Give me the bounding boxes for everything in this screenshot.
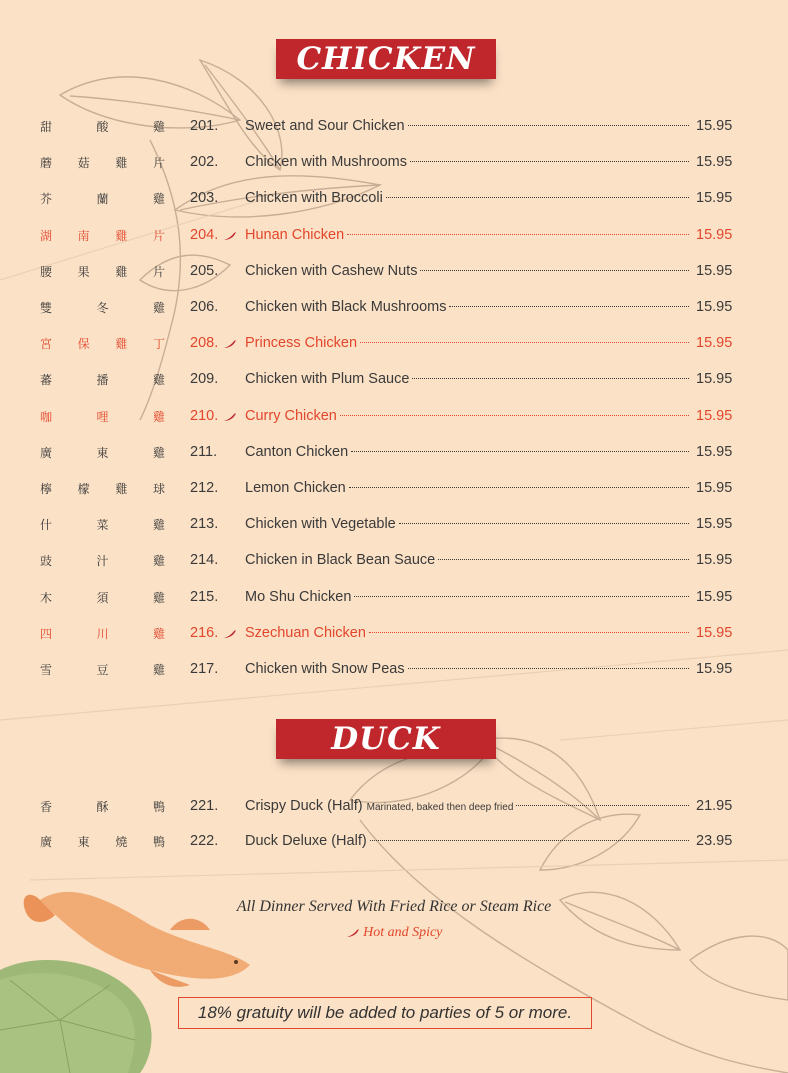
menu-item [0, 833, 788, 857]
menu-item-number: 214. [190, 552, 219, 569]
menu-item-price: 21.95 [696, 798, 733, 814]
chinese-character: 丁 [152, 337, 165, 352]
menu-item-name-text: Chicken with Vegetable [245, 516, 396, 533]
menu-item [0, 625, 788, 649]
dot-leader [438, 559, 689, 560]
menu-item-chinese-name [40, 299, 165, 316]
chili-pepper-icon [346, 928, 360, 938]
chinese-character: 酸 [96, 120, 109, 134]
menu-item-number: 205. [190, 262, 219, 279]
menu-item-name [245, 625, 692, 641]
menu-item-chinese-name [40, 335, 165, 352]
section-title: DUCK [331, 721, 441, 757]
chinese-character: 東 [96, 445, 109, 460]
menu-item-chinese-name [40, 625, 165, 642]
chinese-character: 豆 [96, 663, 109, 677]
menu-item [0, 552, 788, 576]
chinese-character: 冬 [96, 301, 109, 315]
dot-leader [349, 487, 689, 488]
menu-item-number: 222. [190, 833, 219, 849]
menu-item-chinese-name [40, 408, 165, 425]
menu-item-number: 216. [190, 624, 219, 641]
chinese-character: 蕃 [40, 373, 53, 388]
menu-item-price: 23.95 [696, 833, 733, 849]
menu-item-name [245, 798, 692, 814]
chinese-character: 廣 [40, 445, 53, 460]
chinese-character: 南 [77, 228, 90, 243]
section-banner-duck [276, 719, 496, 759]
menu-item [0, 661, 788, 685]
chinese-character: 酥 [96, 800, 109, 814]
menu-item-chinese-name [40, 263, 165, 280]
menu-item-name [245, 444, 692, 460]
menu-item-name [245, 833, 692, 849]
menu-item-name-text: Chicken with Mushrooms [245, 154, 407, 171]
menu-item-chinese-name [40, 589, 165, 606]
menu-item-name-text: Hunan Chicken [245, 226, 345, 243]
menu-item-number: 212. [190, 480, 219, 496]
menu-item-number: 202. [190, 154, 219, 171]
leaf-right-stem [360, 820, 788, 1073]
menu-item-name [245, 118, 692, 134]
menu-item-number: 206. [190, 299, 219, 315]
menu-item-name-text: Duck Deluxe (Half) [245, 833, 367, 849]
menu-item-number: 215. [190, 588, 219, 605]
chinese-character: 雞 [152, 373, 165, 388]
chinese-character: 什 [40, 518, 53, 533]
chinese-character: 東 [77, 835, 90, 849]
dot-leader [420, 270, 689, 271]
menu-item-name-text: Chicken with Cashew Nuts [245, 262, 418, 279]
chinese-character: 川 [96, 626, 109, 641]
menu-item-name-text: Canton Chicken [245, 443, 349, 460]
chinese-character: 雞 [152, 192, 165, 207]
chili-pepper-icon [223, 629, 237, 639]
dot-leader [408, 668, 689, 669]
menu-item-note: Marinated, baked then deep fried [366, 802, 514, 813]
menu-item-name-text: Crispy Duck (Half) [245, 798, 363, 814]
menu-item-price: 15.95 [696, 407, 733, 424]
menu-item-name-text: Princess Chicken [245, 335, 358, 352]
section-title: CHICKEN [296, 41, 476, 77]
menu-item-name [245, 552, 692, 568]
menu-item-price: 15.95 [696, 226, 733, 243]
menu-item-chinese-name [40, 480, 165, 497]
menu-item [0, 299, 788, 323]
chinese-character: 球 [152, 482, 165, 496]
chili-pepper-icon [223, 412, 237, 422]
menu-item-chinese-name [40, 154, 165, 171]
chinese-character: 香 [40, 800, 53, 814]
chinese-character: 雞 [152, 445, 165, 460]
hot-spicy-legend: Hot and Spicy [0, 925, 788, 941]
chinese-character: 播 [96, 373, 109, 388]
dot-leader [369, 632, 689, 633]
menu-item-price: 15.95 [696, 480, 733, 496]
chinese-character: 廣 [40, 835, 53, 849]
menu-item [0, 798, 788, 822]
chinese-character: 片 [152, 264, 165, 279]
menu-item-name-text: Chicken with Plum Sauce [245, 371, 410, 388]
menu-item-name-text: Szechuan Chicken [245, 624, 366, 641]
menu-item [0, 516, 788, 540]
chinese-character: 雞 [152, 626, 165, 641]
menu-item [0, 154, 788, 178]
chinese-character: 鴨 [152, 800, 165, 814]
menu-item-number: 210. [190, 407, 219, 424]
dot-leader [399, 523, 689, 524]
menu-item-name [245, 589, 692, 605]
menu-item-price: 15.95 [696, 443, 733, 460]
menu-item-name-text: Lemon Chicken [245, 480, 346, 496]
menu-item-name [245, 190, 692, 206]
chili-pepper-icon [223, 231, 237, 241]
dot-leader [386, 197, 689, 198]
menu-item-name-text: Chicken in Black Bean Sauce [245, 552, 436, 569]
menu-item-number: 211. [190, 443, 218, 460]
dot-leader [449, 306, 689, 307]
dot-leader [354, 596, 689, 597]
menu-item-chinese-name [40, 118, 165, 135]
menu-item-chinese-name [40, 444, 165, 461]
chinese-character: 片 [152, 228, 165, 243]
menu-item [0, 263, 788, 287]
menu-item-price: 15.95 [696, 624, 733, 641]
chinese-character: 雞 [152, 663, 165, 677]
gratuity-notice: 18% gratuity will be added to parties of 5 or more. [178, 997, 592, 1029]
chili-pepper-icon [223, 339, 237, 349]
menu-item-number: 213. [190, 516, 219, 533]
menu-item-number: 204. [190, 226, 219, 243]
lotus-leaf-illustration [0, 960, 152, 1073]
menu-item-number: 217. [190, 661, 219, 677]
chinese-character: 雞 [152, 554, 165, 569]
menu-item-name [245, 480, 692, 496]
dot-leader [412, 378, 689, 379]
chinese-character: 雞 [115, 228, 128, 243]
chinese-character: 燒 [115, 835, 128, 849]
dot-leader [360, 342, 689, 343]
chinese-character: 甜 [40, 120, 53, 134]
chinese-character: 雞 [115, 264, 128, 279]
chinese-character: 菜 [96, 518, 109, 533]
menu-item [0, 589, 788, 613]
menu-item-price: 15.95 [696, 154, 733, 171]
menu-item-name [245, 661, 692, 677]
menu-item-price: 15.95 [696, 516, 733, 533]
menu-item-number: 203. [190, 190, 219, 207]
menu-item-name [245, 154, 692, 170]
chinese-character: 雞 [152, 120, 165, 134]
chinese-character: 雙 [40, 301, 53, 315]
menu-item [0, 480, 788, 504]
chinese-character: 湖 [40, 228, 53, 243]
menu-item-name [245, 263, 692, 279]
menu-item-price: 15.95 [696, 552, 733, 569]
menu-item-price: 15.95 [696, 118, 733, 134]
menu-item-number: 221. [190, 798, 219, 814]
chinese-character: 豉 [40, 554, 53, 569]
menu-item-name-text: Chicken with Snow Peas [245, 661, 405, 677]
menu-item-number: 208. [190, 335, 219, 352]
menu-item [0, 371, 788, 395]
menu-item-chinese-name [40, 833, 165, 850]
chinese-character: 雞 [152, 301, 165, 315]
chinese-character: 片 [152, 156, 165, 171]
menu-item-price: 15.95 [696, 661, 733, 677]
chinese-character: 須 [96, 590, 109, 605]
menu-item [0, 408, 788, 432]
menu-item-name [245, 516, 692, 532]
menu-item-name [245, 371, 692, 387]
chinese-character: 保 [77, 337, 90, 352]
chinese-character: 雪 [40, 663, 53, 677]
chinese-character: 果 [77, 264, 90, 279]
menu-item-name [245, 227, 692, 243]
chinese-character: 芥 [40, 192, 53, 207]
menu-item-name-text: Curry Chicken [245, 407, 337, 424]
menu-item [0, 335, 788, 359]
served-with-note: All Dinner Served With Fried Rice or Steam Rice [236, 898, 552, 915]
menu-item-name-text: Chicken with Broccoli [245, 190, 383, 207]
dot-leader [370, 840, 689, 841]
chinese-character: 檸 [40, 482, 53, 496]
chinese-character: 雞 [115, 337, 128, 352]
menu-item-chinese-name [40, 190, 165, 207]
menu-item-name [245, 299, 692, 315]
chinese-character: 蘭 [96, 192, 109, 207]
menu-item-name [245, 408, 692, 424]
menu-item-price: 15.95 [696, 190, 733, 207]
menu-item [0, 190, 788, 214]
menu-item-name [245, 335, 692, 351]
menu-item-name-text: Mo Shu Chicken [245, 588, 352, 605]
menu-item-number: 201. [190, 118, 219, 134]
menu-item-chinese-name [40, 516, 165, 533]
dot-leader [516, 805, 689, 806]
dot-leader [340, 415, 689, 416]
menu-item-price: 15.95 [696, 262, 733, 279]
chinese-character: 鴨 [152, 835, 165, 849]
chinese-character: 四 [40, 626, 53, 641]
chinese-character: 菇 [77, 156, 90, 171]
chinese-character: 咖 [40, 409, 53, 424]
section-banner-chicken [276, 39, 496, 79]
chinese-character: 雞 [115, 482, 128, 496]
menu-item-chinese-name [40, 661, 165, 678]
chinese-character: 汁 [96, 554, 109, 569]
dot-leader [351, 451, 689, 452]
chinese-character: 腰 [40, 264, 53, 279]
chinese-character: 宮 [40, 337, 53, 352]
dot-leader [410, 161, 689, 162]
chinese-character: 哩 [96, 409, 109, 424]
menu-item [0, 118, 788, 142]
menu-item-name-text: Sweet and Sour Chicken [245, 118, 405, 134]
menu-item [0, 444, 788, 468]
menu-item-number: 209. [190, 371, 219, 388]
dot-leader [408, 125, 689, 126]
leaf-far-right [690, 936, 788, 1000]
menu-item-price: 15.95 [696, 588, 733, 605]
menu-item-chinese-name [40, 552, 165, 569]
menu-item-price: 15.95 [696, 299, 733, 315]
chinese-character: 雞 [115, 156, 128, 171]
menu-item-chinese-name [40, 371, 165, 388]
menu-item-price: 15.95 [696, 371, 733, 388]
menu-item-price: 15.95 [696, 335, 733, 352]
menu-item-chinese-name [40, 227, 165, 244]
menu-item-chinese-name [40, 798, 165, 815]
chinese-character: 雞 [152, 518, 165, 533]
chinese-character: 蘑 [40, 156, 53, 171]
chinese-character: 檬 [77, 482, 90, 496]
menu-item [0, 227, 788, 251]
chinese-character: 木 [40, 590, 53, 605]
chinese-character: 雞 [152, 590, 165, 605]
chinese-character: 雞 [152, 409, 165, 424]
menu-item-name-text: Chicken with Black Mushrooms [245, 299, 447, 315]
dot-leader [347, 234, 689, 235]
